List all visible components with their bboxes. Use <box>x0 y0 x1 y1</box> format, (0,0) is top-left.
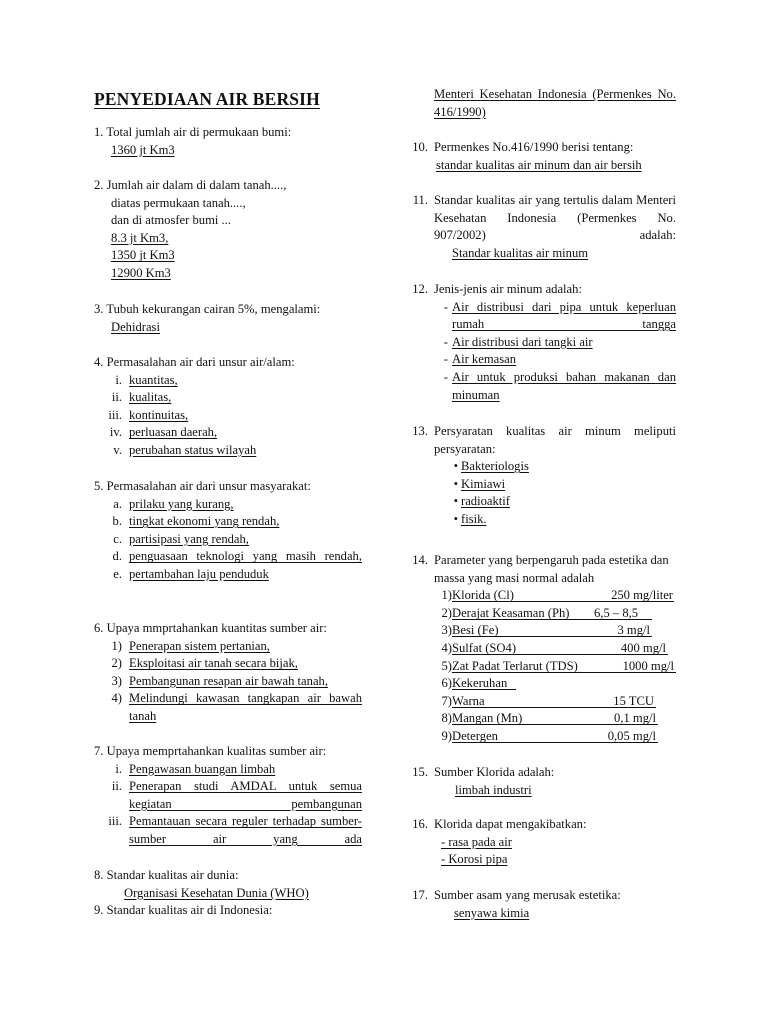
question-text: Klorida dapat mengakibatkan: <box>434 817 587 831</box>
question-number: 17. <box>412 888 428 902</box>
list-item: e. pertambahan laju penduduk <box>113 566 269 581</box>
parameter-row: 2) Derajat Keasaman (Ph) 6,5 – 8,5 <box>410 605 676 623</box>
list-item: v. perubahan status wilayah <box>113 442 257 457</box>
question-4 <box>94 354 362 460</box>
question-12 <box>410 281 676 404</box>
answer-text: 8.3 jt Km3, <box>111 230 169 245</box>
list-item: ii. Penerapan studi AMDAL untuk semua kegiatan pembangunan <box>111 779 362 811</box>
answer-text: Organisasi Kesehatan Dunia (WHO) <box>124 885 309 900</box>
list-item: 4) Melindungi kawasan tangkapan air bawah tanah <box>111 691 362 723</box>
list-item: - Air untuk produksi bahan makanan dan minuman <box>443 369 676 402</box>
question-number: 15. <box>412 765 428 779</box>
answer-text: Menteri Kesehatan Indonesia (Permenkes No. 416/1990) <box>434 87 676 119</box>
question-16 <box>410 816 676 869</box>
answer-text: standar kualitas air minum dan air bersih <box>436 157 642 172</box>
list-item: iii. kontinuitas, <box>108 407 189 422</box>
list-item: c. partisipasi yang rendah, <box>113 531 249 546</box>
question-13 <box>410 423 676 529</box>
question-10 <box>410 139 676 174</box>
question-text: Persyaratan kualitas air minum meliputi persyaratan: <box>434 424 676 456</box>
question-text: Jenis-jenis air minum adalah: <box>434 282 582 296</box>
answer-text: Standar kualitas air minum <box>452 245 589 260</box>
question-text: Standar kualitas air yang tertulis dalam Menteri Kesehatan Indonesia (Permenkes No. 907/2002) adalah: <box>434 193 676 243</box>
question-number: 7. <box>94 744 104 758</box>
question-7 <box>94 743 362 849</box>
list-item: b. tingkat ekonomi yang rendah, <box>112 514 280 529</box>
list-item: ii. kualitas, <box>111 390 172 405</box>
question-text: Permenkes No.416/1990 berisi tentang: <box>434 140 634 154</box>
parameter-row: 5) Zat Padat Terlarut (TDS) 1000 mg/l <box>441 658 674 673</box>
list-item: 2) Eksploitasi air tanah secara bijak, <box>111 656 298 671</box>
question-text: diatas permukaan tanah...., <box>111 195 246 210</box>
parameter-row: 3) Besi (Fe) 3 mg/l <box>441 623 650 638</box>
parameter-row: 8) Mangan (Mn) 0,1 mg/l <box>441 711 656 726</box>
parameter-row: 1) Klorida (Cl) 250 mg/liter <box>441 588 673 603</box>
question-2 <box>94 177 362 283</box>
answer-text: 1350 jt Km3 <box>111 248 175 263</box>
list-item: 3) Pembangunan resapan air bawah tanah, <box>111 673 328 688</box>
question-6 <box>94 620 362 726</box>
question-text: Sumber Klorida adalah: <box>434 765 555 779</box>
list-item: • Bakteriologis <box>453 459 529 474</box>
question-17 <box>410 887 676 922</box>
page-title: PENYEDIAAN AIR BERSIH <box>94 89 320 109</box>
list-item: i. Pengawasan buangan limbah <box>115 761 276 776</box>
question-text: Total jumlah air di permukaan bumi: <box>106 125 292 139</box>
list-item: iv. perluasan daerah, <box>109 425 218 440</box>
question-text: Permasalahan air dari unsur masyarakat: <box>106 479 311 493</box>
list-item: a. prilaku yang kurang, <box>113 496 234 511</box>
question-8 <box>94 867 362 902</box>
question-15 <box>410 764 676 799</box>
answer-text: senyawa kimia <box>454 905 530 920</box>
question-text: Upaya memprtahankan kualitas sumber air: <box>106 744 327 758</box>
parameter-table <box>410 587 676 745</box>
question-number: 3. <box>94 302 104 316</box>
question-text: Permasalahan air dari unsur air/alam: <box>106 355 295 369</box>
question-number: 5. <box>94 479 104 493</box>
answer-text: limbah industri <box>455 782 532 797</box>
list-item: - Air distribusi dari tangki air <box>443 334 593 349</box>
parameter-row: 6) Kekeruhan <box>410 675 676 693</box>
question-3 <box>94 301 362 336</box>
question-9 <box>94 902 362 920</box>
question-number: 10. <box>412 140 428 154</box>
list-item: • Kimiawi <box>453 476 506 491</box>
parameter-row: 9) Detergen 0,05 mg/l <box>441 728 656 743</box>
question-5 <box>94 478 362 584</box>
list-item: - Air kemasan <box>443 352 516 367</box>
question-14 <box>410 552 676 746</box>
answer-text: - Korosi pipa <box>441 852 508 867</box>
question-text: Standar kualitas air dunia: <box>106 868 239 882</box>
question-number: 1. <box>94 125 104 139</box>
answer-text: - rasa pada air <box>441 834 512 849</box>
question-number: 8. <box>94 868 104 882</box>
list-item: iii. Pemantauan secara reguler terhadap sumber-sumber air yang ada <box>108 814 362 846</box>
list-item: • radioaktif <box>453 494 510 509</box>
question-number: 13. <box>412 424 428 438</box>
question-11 <box>410 192 676 262</box>
question-number: 16. <box>412 817 428 831</box>
answer-text: 12900 Km3 <box>111 265 171 280</box>
answer-text: 1360 jt Km3 <box>111 142 175 157</box>
question-1 <box>94 124 362 159</box>
question-number: 9. <box>94 903 104 917</box>
question-number: 14. <box>412 553 428 567</box>
question-text: Sumber asam yang merusak estetika: <box>434 888 621 902</box>
parameter-row: 4) Sulfat (SO4) 400 mg/l <box>441 640 666 655</box>
question-text: dan di atmosfer bumi ... <box>111 213 231 228</box>
list-item: 1) Penerapan sistem pertanian, <box>111 638 270 653</box>
question-text: Tubuh kekurangan cairan 5%, mengalami: <box>106 302 321 316</box>
question-number: 2. <box>94 178 104 192</box>
question-number: 4. <box>94 355 104 369</box>
question-number: 12. <box>412 282 428 296</box>
question-text: Parameter yang berpengaruh pada estetika dan massa yang masi normal adalah <box>434 553 669 585</box>
list-item: • fisik. <box>453 511 487 526</box>
list-item: d. penguasaan teknologi yang masih rendah, <box>112 549 362 564</box>
question-number: 6. <box>94 621 104 635</box>
list-item: i. kuantitas, <box>115 372 178 387</box>
parameter-row: 7) Warna 15 TCU <box>441 693 654 708</box>
list-item: - Air distribusi dari pipa untuk keperluan rumah tangga <box>443 299 676 332</box>
question-number: 11. <box>412 193 428 207</box>
question-text: Upaya mmprtahankan kuantitas sumber air: <box>106 621 327 635</box>
answer-text: Dehidrasi <box>111 319 160 334</box>
question-text: Standar kualitas air di Indonesia: <box>106 903 273 917</box>
question-text: Jumlah air dalam di dalam tanah...., <box>106 178 287 192</box>
question-9-answer <box>434 86 676 121</box>
